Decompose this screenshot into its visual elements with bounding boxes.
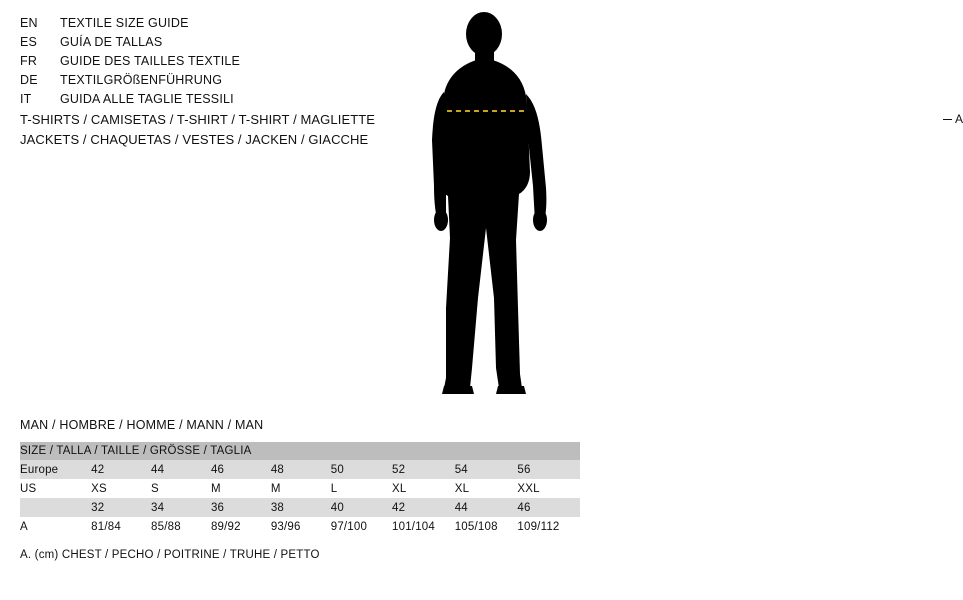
row-value: 42 [91, 460, 151, 479]
language-code: ES [20, 35, 38, 49]
table-header-label: SIZE / TALLA / TAILLE / GRÖSSE / TAGLIA [20, 442, 580, 460]
table-row [20, 479, 580, 498]
language-text: GUÍA DE TALLAS [60, 35, 163, 49]
row-value: 85/88 [151, 517, 211, 536]
row-value: 38 [271, 498, 331, 517]
language-row [20, 35, 420, 54]
language-list [20, 16, 420, 111]
table-header-row [20, 442, 580, 460]
category-jackets: JACKETS / CHAQUETAS / VESTES / JACKEN / GIACCHE [20, 132, 369, 147]
row-value: 54 [455, 460, 518, 479]
row-label [20, 498, 91, 517]
language-code: FR [20, 54, 38, 68]
language-text: GUIDE DES TAILLES TEXTILE [60, 54, 241, 68]
language-row [20, 92, 420, 111]
row-value: 52 [392, 460, 455, 479]
row-value: 34 [151, 498, 211, 517]
row-value: XS [91, 479, 151, 498]
table-row [20, 517, 580, 536]
measure-label-a: A [955, 112, 963, 126]
language-row [20, 16, 420, 35]
row-value: 50 [331, 460, 392, 479]
row-value: 89/92 [211, 517, 271, 536]
row-value: XL [392, 479, 455, 498]
language-row [20, 54, 420, 73]
table-section-title: MAN / HOMBRE / HOMME / MANN / MAN [20, 418, 264, 432]
row-label: Europe [20, 460, 91, 479]
silhouette-icon [400, 8, 600, 408]
row-value: XXL [517, 479, 580, 498]
category-list [20, 110, 440, 150]
row-value: S [151, 479, 211, 498]
measure-leader-line [943, 119, 952, 120]
male-silhouette-figure [400, 8, 963, 408]
row-value: 42 [392, 498, 455, 517]
row-value: XL [455, 479, 518, 498]
table-row [20, 498, 580, 517]
row-value: 109/112 [517, 517, 580, 536]
size-table [20, 442, 580, 536]
language-code: IT [20, 92, 32, 106]
row-value: 101/104 [392, 517, 455, 536]
row-value: 48 [271, 460, 331, 479]
row-value: 46 [211, 460, 271, 479]
row-value: 81/84 [91, 517, 151, 536]
row-value: M [271, 479, 331, 498]
row-value: 56 [517, 460, 580, 479]
row-value: M [211, 479, 271, 498]
row-value: 44 [455, 498, 518, 517]
row-value: 97/100 [331, 517, 392, 536]
language-text: GUIDA ALLE TAGLIE TESSILI [60, 92, 234, 106]
language-code: DE [20, 73, 38, 87]
language-row [20, 73, 420, 92]
row-value: 105/108 [455, 517, 518, 536]
language-text: TEXTILGRÖßENFÜHRUNG [60, 73, 223, 87]
table-footnote: A. (cm) CHEST / PECHO / POITRINE / TRUHE / PETTO [20, 549, 320, 561]
row-value: 32 [91, 498, 151, 517]
row-value: 40 [331, 498, 392, 517]
language-code: EN [20, 16, 38, 30]
category-tshirts: T-SHIRTS / CAMISETAS / T-SHIRT / T-SHIRT / MAGLIETTE [20, 112, 376, 127]
row-value: 44 [151, 460, 211, 479]
row-label: A [20, 517, 91, 536]
row-value: 93/96 [271, 517, 331, 536]
row-value: 46 [517, 498, 580, 517]
row-value: L [331, 479, 392, 498]
row-value: 36 [211, 498, 271, 517]
language-text: TEXTILE SIZE GUIDE [60, 16, 189, 30]
row-label: US [20, 479, 91, 498]
table-row [20, 460, 580, 479]
